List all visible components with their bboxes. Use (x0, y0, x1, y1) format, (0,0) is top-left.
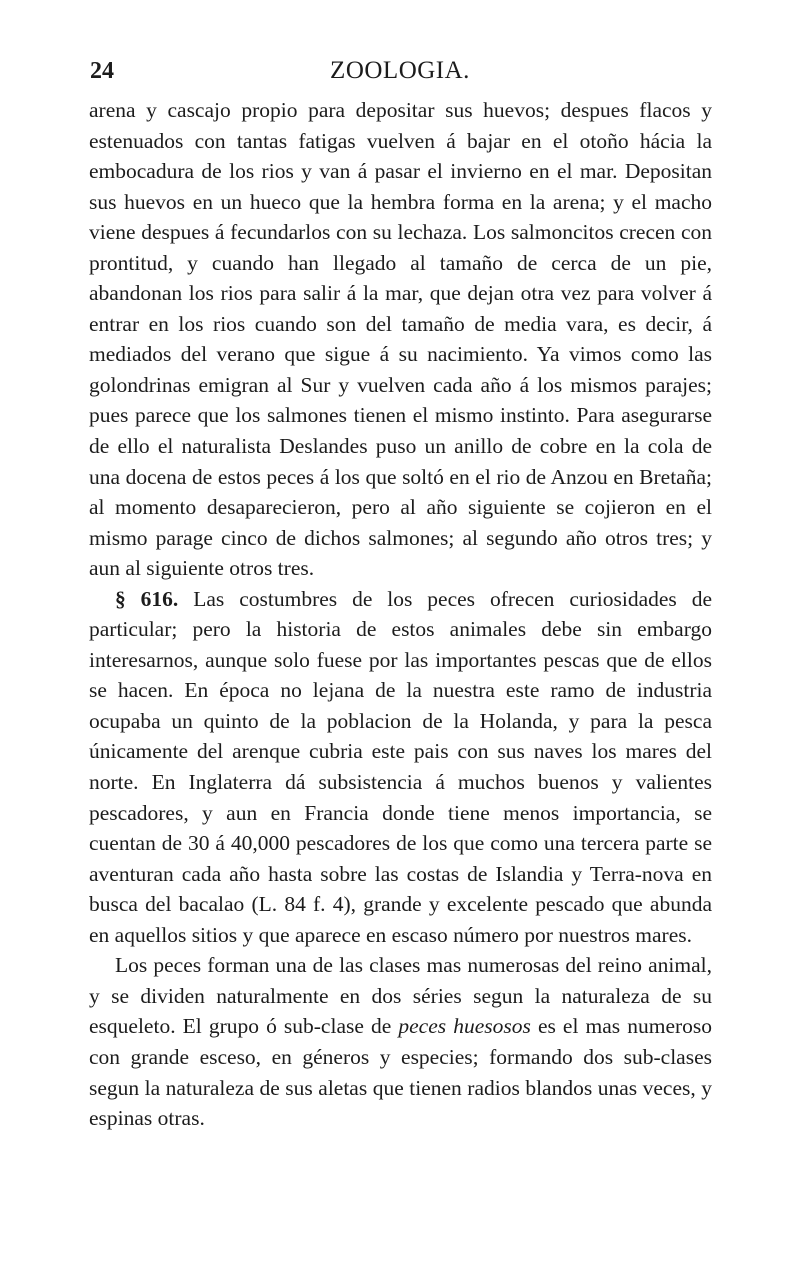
paragraph-salmon-migration (89, 95, 712, 584)
page-number: 24 (90, 58, 114, 84)
section-number: § 616. (115, 586, 179, 611)
paragraph-text: Las costumbres de los peces ofrecen curiosidades de particular; pero la historia de estos animales debe sin embargo interesarnos, aunque solo fuese por las importantes pescas que de ellos se hacen. En época no lejana de la nuestra este ramo de industria ocupaba un quinto de la poblacion de la Holanda, y para la pesca únicamente del arenque cubria este pais con sus naves los mares del norte. En Inglaterra dá subsistencia á muchos buenos y valientes pescadores, y aun en Francia donde tiene menos importancia, se cuentan de 30 á 40,000 pescadores de los que como una tercera parte se aventuran cada año hasta sobre las costas de Islandia y Terra-nova en busca del bacalao (L. 84 f. 4), grande y excelente pescado que abunda en aquellos sitios y que aparece en escaso número por nuestros mares. (89, 586, 713, 947)
italic-term: peces huesosos (398, 1014, 531, 1039)
paragraph-fisheries (89, 584, 712, 951)
paragraph-text: arena y cascajo propio para depositar sus huevos; despues flacos y estenuados con tantas fatigas vuelven á bajar en el otoño hácia la embocadura de los rios y van á pasar el invierno en el mar. Depositan sus huevos en un hueco que la hembra forma en la arena; y el macho viene despues á fecundarlos con su lechaza. Los salmoncitos crecen con prontitud, y cuando han llegado al tamaño de cerca de un pie, abandonan los rios para salir á la mar, que dejan otra vez para volver á entrar en los rios cuando son del tamaño de media vara, es decir, á mediados del verano que sigue á su nacimiento. Ya vimos como las golondrinas emigran al Sur y vuelven cada año á los mismos parajes; pues parece que los salmones tienen el mismo instinto. Para asegurarse de ello el naturalista Deslandes puso un anillo de cobre en la cola de una docena de estos peces á los que soltó en el rio de Anzou en Bretaña; al momento desaparecieron, pero al año siguiente se cojieron en el mismo parage cinco de dichos salmones; al segundo año otros tres; y aun al siguiente otros tres. (89, 98, 712, 581)
paragraph-text: es el mas numeroso con grande esceso, en géneros y especies; formando dos sub-clases segun la naturaleza de sus aletas que tienen radios blandos unas veces, y espinas otras. (89, 1014, 713, 1131)
page-header (90, 56, 710, 86)
paragraph-text: Los peces forman una de las clases mas numerosas del reino animal, y se dividen naturalmente en dos séries segun la naturaleza de su esqueleto. El grupo ó sub-clase de (89, 953, 712, 1039)
running-title: ZOOLOGIA. (330, 57, 470, 84)
body-text (89, 95, 712, 1134)
paragraph-fish-classes (89, 950, 712, 1133)
